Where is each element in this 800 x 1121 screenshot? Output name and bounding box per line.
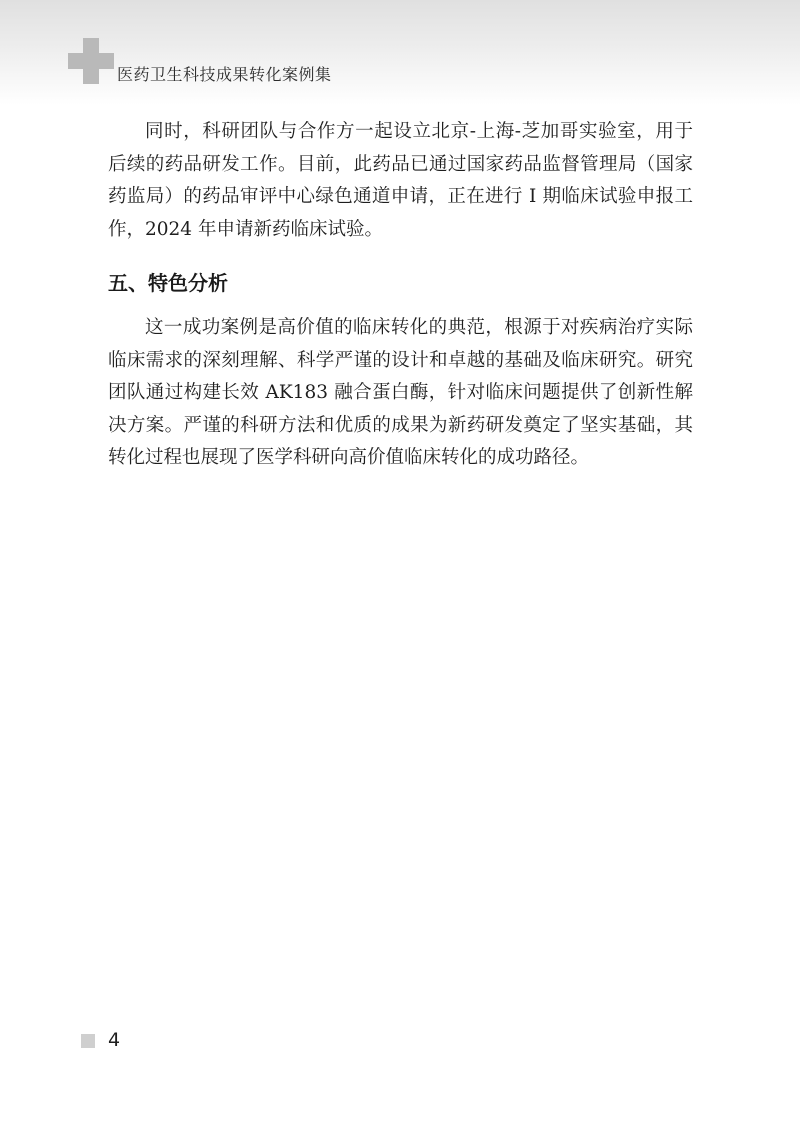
page-content (108, 116, 693, 475)
section-heading: 五、特色分析 (108, 271, 228, 295)
body-paragraph-1: 同时，科研团队与合作方一起设立北京-上海-芝加哥实验室，用于后续的药品研发工作。目前，此药品已通过国家药品监督管理局（国家药监局）的药品审评中心绿色通道申请，正在进行 I 期临床试验申报工作，2024 年申请新药临床试验。 (108, 121, 693, 240)
medical-cross-icon (68, 38, 114, 84)
page-number: 4 (108, 1029, 121, 1051)
header-band (0, 0, 800, 105)
running-header-title: 医药卫生科技成果转化案例集 (117, 65, 332, 84)
page-number-marker (81, 1034, 95, 1048)
body-paragraph-2: 这一成功案例是高价值的临床转化的典范，根源于对疾病治疗实际临床需求的深刻理解、科学严谨的设计和卓越的基础及临床研究。研究团队通过构建长效 AK183 融合蛋白酶，针对临床问题提供了创新性解决方案。严谨的科研方法和优质的成果为新药研发奠定了坚实基础，其转化过程也展现了医学科研向高价值临床转化的成功路径。 (108, 317, 693, 468)
